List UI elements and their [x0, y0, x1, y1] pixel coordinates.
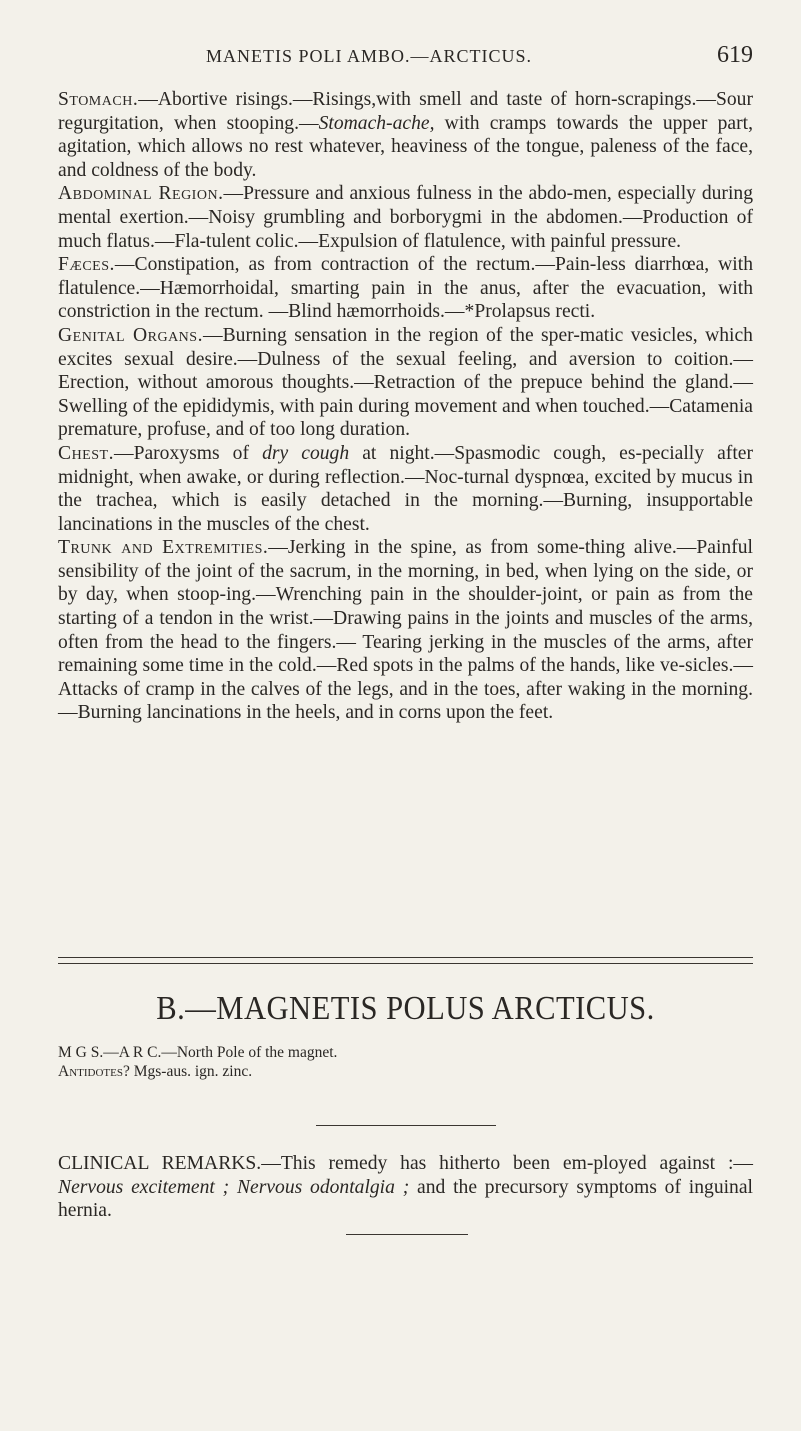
- section-heading: Trunk and Extremities.: [58, 537, 269, 559]
- section-text-continued: with cramps towards the upper part, agitation, which allows no rest whatever, heaviness of the tongue, paleness of the face, and coldness of the body.: [58, 112, 753, 181]
- clinical-paragraph: [58, 1152, 753, 1223]
- section-emphasis: dry cough: [262, 442, 350, 464]
- paragraph-trunk-extremities: [58, 536, 753, 725]
- section-text: —Paroxysms of: [113, 442, 263, 464]
- running-head: [58, 42, 753, 74]
- section-text: —Constipation, as from contraction of the rectum.—Pain-less diarrhœa, with flatulence.—Hæmorrhoidal, smarting pain in the anus, after the evacuation, with constriction in the rectum. —Blind hæmorrhoids.—*Prolapsus recti.: [58, 254, 753, 323]
- paragraph-chest: [58, 442, 753, 536]
- section-heading: Stomach.: [58, 89, 139, 110]
- section-heading: Genital Organs.: [58, 324, 203, 346]
- section-text-continued: at night.—Spasmodic cough, es-pecially after midnight, when awake, or during reflection.—Noc-turnal dyspnœa, excited by mucus in the trachea, which is easily detached in the morning.—Burning, insupportable lancinations in the muscles of the chest.: [58, 442, 753, 535]
- remedy-abbreviation: M G S.—A R C.—North Pole of the magnet.: [58, 1044, 338, 1061]
- remedy-metadata: [58, 1043, 753, 1081]
- section-heading: Chest.: [58, 442, 114, 464]
- section-text: —Jerking in the spine, as from some-thing alive.—Painful sensibility of the joint of the sacrum, in the morning, in bed, when lying on the side, or by day, when stoop-ing.—Wrenching pain in the shoulder-joint, or pain as from the starting of a tendon in the wrist.—Drawing pains in the joints and muscles of the arms, often from the head to the fingers.— Tearing jerking in the muscles of the arms, after remaining some time in the cold.—Red spots in the palms of the hands, like ve-sicles.—Attacks of cramp in the calves of the legs, and in the toes, after waking in the morning.—Burning lancinations in the heels, and in corns upon the feet.: [58, 537, 753, 724]
- antidotes-text: Mgs-aus. ign. zinc.: [129, 1063, 253, 1080]
- section-text: —Abortive risings.—Risings,with smell and taste of horn-scrapings.—Sour regurgitation, when stooping.—: [58, 89, 753, 134]
- paragraph-genital-organs: [58, 324, 753, 442]
- section-text: —Burning sensation in the region of the sper-matic vesicles, which excites sexual desire.—Dulness of the sexual feeling, and aversion to coition.—Erection, without amorous thoughts.—Retraction of the prepuce behind the gland.— Swelling of the epididymis, with pain during movement and when touched.—Catamenia premature, profuse, and of too long duration.: [58, 324, 753, 441]
- section-divider: [58, 957, 753, 964]
- symptoms-text: [58, 88, 753, 725]
- page-number: 619: [717, 42, 753, 68]
- paragraph-abdominal-region: [58, 182, 753, 253]
- section-b-title: B.—MAGNETIS POLUS ARCTICUS.: [156, 990, 655, 1027]
- end-rule: [346, 1234, 468, 1235]
- clinical-remarks: [58, 1152, 753, 1223]
- clinical-text-continued: and the precursory symptoms of inguinal hernia.: [58, 1176, 753, 1222]
- short-rule: [316, 1125, 496, 1126]
- clinical-emphasis-2: Nervous odontalgia ;: [236, 1176, 410, 1198]
- section-heading: Abdominal Region.: [58, 183, 224, 205]
- paragraph-stomach: [58, 88, 753, 182]
- section-text: —Pressure and anxious fulness in the abdo-men, especially during mental exertion.—Noisy grumbling and borborygmi in the abdomen.—Production of much flatus.—Fla-tulent colic.—Expulsion of flatulence, with painful pressure.: [58, 183, 753, 252]
- section-emphasis: Stomach-ache,: [318, 112, 435, 134]
- section-heading: Fæces.: [58, 254, 115, 276]
- clinical-emphasis-1: Nervous excitement ;: [58, 1176, 230, 1198]
- paragraph-faeces: [58, 253, 753, 324]
- antidotes-label: Antidotes?: [58, 1063, 130, 1080]
- clinical-separator: [229, 1177, 237, 1198]
- clinical-label: CLINICAL REMARKS.: [58, 1153, 262, 1174]
- antidotes-line: [58, 1062, 753, 1081]
- running-title: MANETIS POLI AMBO.—ARCTICUS.: [206, 46, 533, 66]
- clinical-text: —This remedy has hitherto been em-ployed against :—: [261, 1153, 753, 1174]
